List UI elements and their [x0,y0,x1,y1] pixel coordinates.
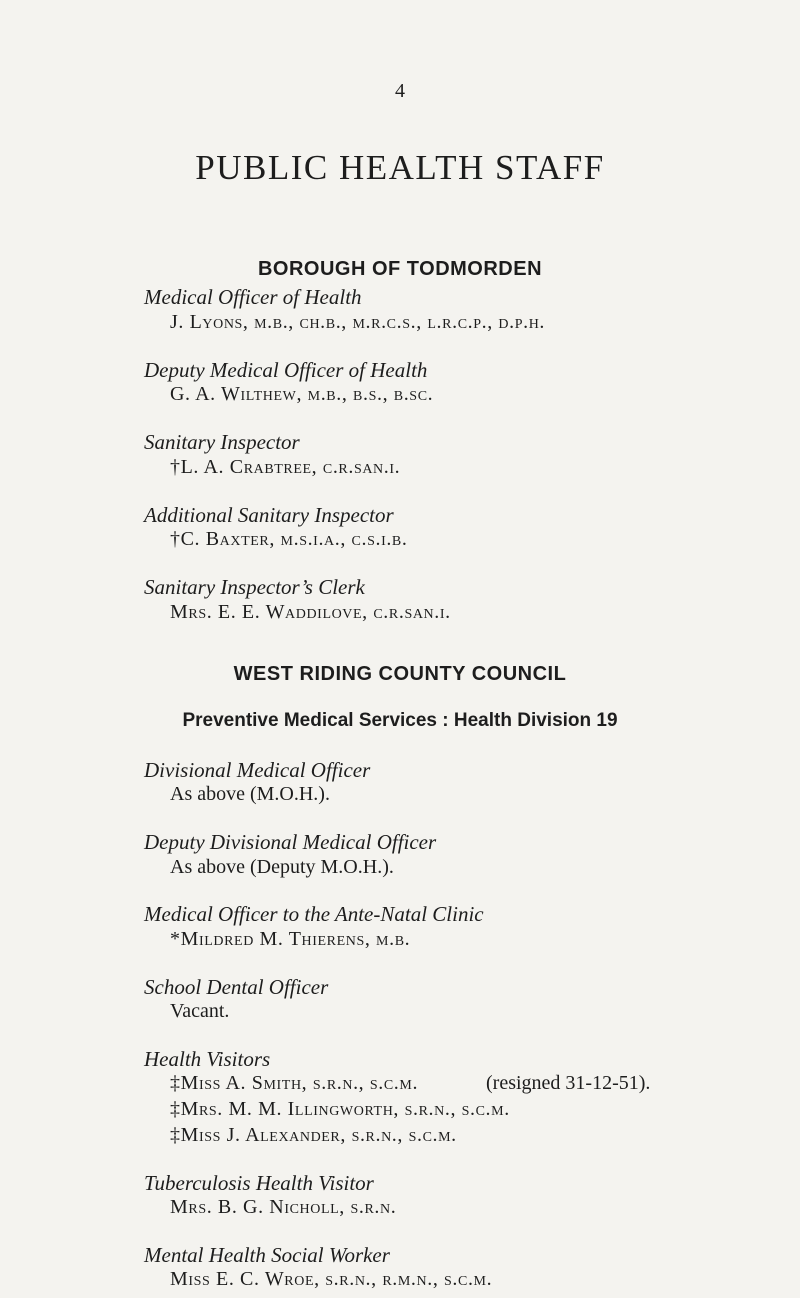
name-health-visitor-1: ‡Miss A. Smith, s.r.n., s.c.m. [170,1072,419,1094]
borough-heading: BOROUGH OF TODMORDEN [257,258,543,280]
role-mental-health-social-worker: Mental Health Social Worker [144,1243,390,1267]
name-additional-sanitary-inspector: †C. Baxter, m.s.i.a., c.s.i.b. [170,528,408,550]
name-health-visitor-2: ‡Mrs. M. M. Illingworth, s.r.n., s.c.m. [170,1098,510,1120]
name-sanitary-inspector: †L. A. Crabtree, c.r.san.i. [170,456,401,478]
role-deputy-medical-officer: Deputy Medical Officer of Health [144,358,428,382]
name-tuberculosis-health-visitor: Mrs. B. G. Nicholl, s.r.n. [170,1196,397,1218]
role-school-dental-officer: School Dental Officer [144,975,329,999]
role-deputy-divisional-medical-officer: Deputy Divisional Medical Officer [144,830,437,854]
name-ante-natal-clinic-officer: *Mildred M. Thierens, m.b. [170,928,411,950]
resignation-note: (resigned 31-12-51). [486,1072,651,1094]
county-subheading: Preventive Medical Services : Health Division 19 [182,710,618,731]
role-medical-officer: Medical Officer of Health [144,285,362,309]
role-health-visitors: Health Visitors [144,1047,271,1071]
page-number: 4 [395,80,405,102]
role-sanitary-inspectors-clerk: Sanitary Inspector’s Clerk [144,575,365,599]
name-deputy-medical-officer: G. A. Wilthew, m.b., b.s., b.sc. [170,383,434,405]
name-health-visitor-3: ‡Miss J. Alexander, s.r.n., s.c.m. [170,1124,457,1146]
name-divisional-medical-officer: As above (M.O.H.). [170,783,330,805]
name-medical-officer: J. Lyons, m.b., ch.b., m.r.c.s., l.r.c.p., d.p.h. [170,311,546,333]
role-tuberculosis-health-visitor: Tuberculosis Health Visitor [144,1171,374,1195]
page-title: PUBLIC HEALTH STAFF [195,148,605,187]
county-heading: WEST RIDING COUNTY COUNCIL [233,663,567,685]
name-school-dental-officer: Vacant. [170,1000,230,1022]
role-divisional-medical-officer: Divisional Medical Officer [144,758,371,782]
role-sanitary-inspector: Sanitary Inspector [144,430,300,454]
name-mental-health-social-worker: Miss E. C. Wroe, s.r.n., r.m.n., s.c.m. [170,1268,493,1290]
name-deputy-divisional-medical-officer: As above (Deputy M.O.H.). [170,856,394,878]
name-sanitary-inspectors-clerk: Mrs. E. E. Waddilove, c.r.san.i. [170,601,451,623]
role-additional-sanitary-inspector: Additional Sanitary Inspector [144,503,394,527]
role-ante-natal-clinic-officer: Medical Officer to the Ante-Natal Clinic [144,902,484,926]
